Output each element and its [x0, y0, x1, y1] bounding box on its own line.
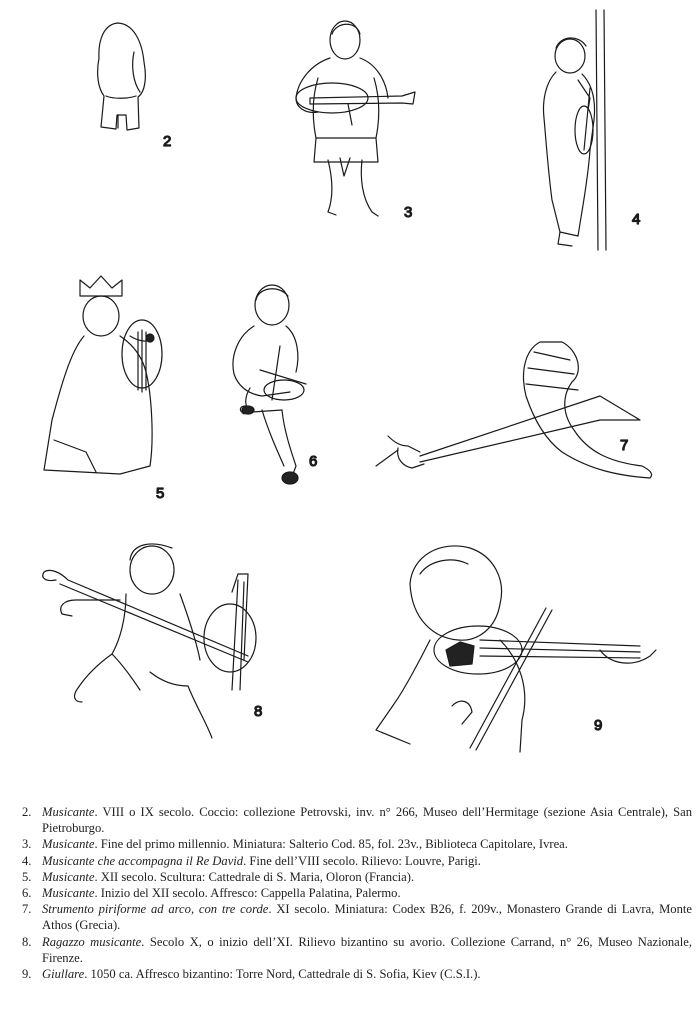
caption-title: Musicante [42, 869, 95, 884]
figure-6-label: 6 [309, 453, 318, 470]
figure-3-label: 3 [404, 204, 413, 221]
figure-4-label: 4 [632, 211, 641, 228]
caption-title: Giullare [42, 967, 85, 982]
caption-number: 9. [22, 967, 32, 982]
caption-list [22, 804, 692, 982]
caption-number: 3. [22, 837, 32, 852]
caption-number: 5. [22, 869, 32, 884]
figure-7-label: 7 [620, 437, 629, 454]
figure-5-label: 5 [156, 485, 165, 502]
caption-text: . VIII o IX secolo. Coccio: collezione Petrovski, inv. n° 266, Museo dell’Hermitage (sezione Asia Centrale), San Pietroburgo. [42, 805, 692, 836]
caption-title: Musicante [42, 805, 95, 819]
caption-number: 6. [22, 886, 32, 901]
caption-text: . 1050 ca. Affresco bizantino: Torre Nord, Cattedrale di S. Sofia, Kiev (C.S.I.). [84, 967, 481, 982]
figure-7-drawing [376, 342, 652, 478]
figure-9-drawing [376, 546, 656, 752]
caption-text: . Secolo X, o inizio dell’XI. Rilievo bizantino su avorio. Collezione Carrand, n° 26, Museo Nazionale, Firenze. [42, 934, 692, 965]
figure-4-drawing [544, 10, 607, 250]
caption-number: 8. [22, 934, 32, 949]
caption-item [22, 853, 692, 869]
caption-text: . Fine del primo millennio. Miniatura: Salterio Cod. 85, fol. 23v., Biblioteca Capitolare, Ivrea. [94, 837, 568, 852]
caption-text: . XI secolo. Miniatura: Codex B26, f. 209v., Monastero Grande di Lavra, Monte Athos (Grecia). [42, 902, 692, 933]
caption-item [22, 934, 692, 966]
figure-8-drawing [43, 544, 256, 738]
figure-6-drawing [233, 285, 306, 484]
caption-item [22, 885, 692, 901]
caption-title: Strumento piriforme ad arco, con tre corde [42, 902, 269, 917]
caption-number: 2. [22, 805, 32, 819]
figure-8-label: 8 [254, 703, 263, 720]
caption-number: 7. [22, 902, 32, 917]
caption-item [22, 836, 692, 852]
caption-item [22, 966, 692, 982]
caption-title: Musicante [42, 886, 95, 901]
figure-2-label: 2 [163, 133, 172, 150]
caption-title: Ragazzo musicante [42, 934, 142, 949]
caption-number: 4. [22, 853, 32, 868]
figure-9-label: 9 [594, 717, 603, 734]
caption-text: . XII secolo. Scultura: Cattedrale di S. Maria, Oloron (Francia). [94, 869, 415, 884]
caption-title: Musicante che accompagna il Re David [42, 853, 244, 868]
caption-text: . Fine dell’VIII secolo. Rilievo: Louvre, Parigi. [243, 853, 481, 868]
caption-title: Musicante [42, 837, 95, 852]
caption-item [22, 901, 692, 933]
caption-item [22, 804, 692, 836]
caption-text: . Inizio del XII secolo. Affresco: Cappella Palatina, Palermo. [94, 886, 401, 901]
figure-3-drawing [296, 21, 415, 216]
figure-5-drawing [44, 276, 162, 474]
figure-2-drawing [98, 23, 146, 130]
caption-item [22, 869, 692, 885]
